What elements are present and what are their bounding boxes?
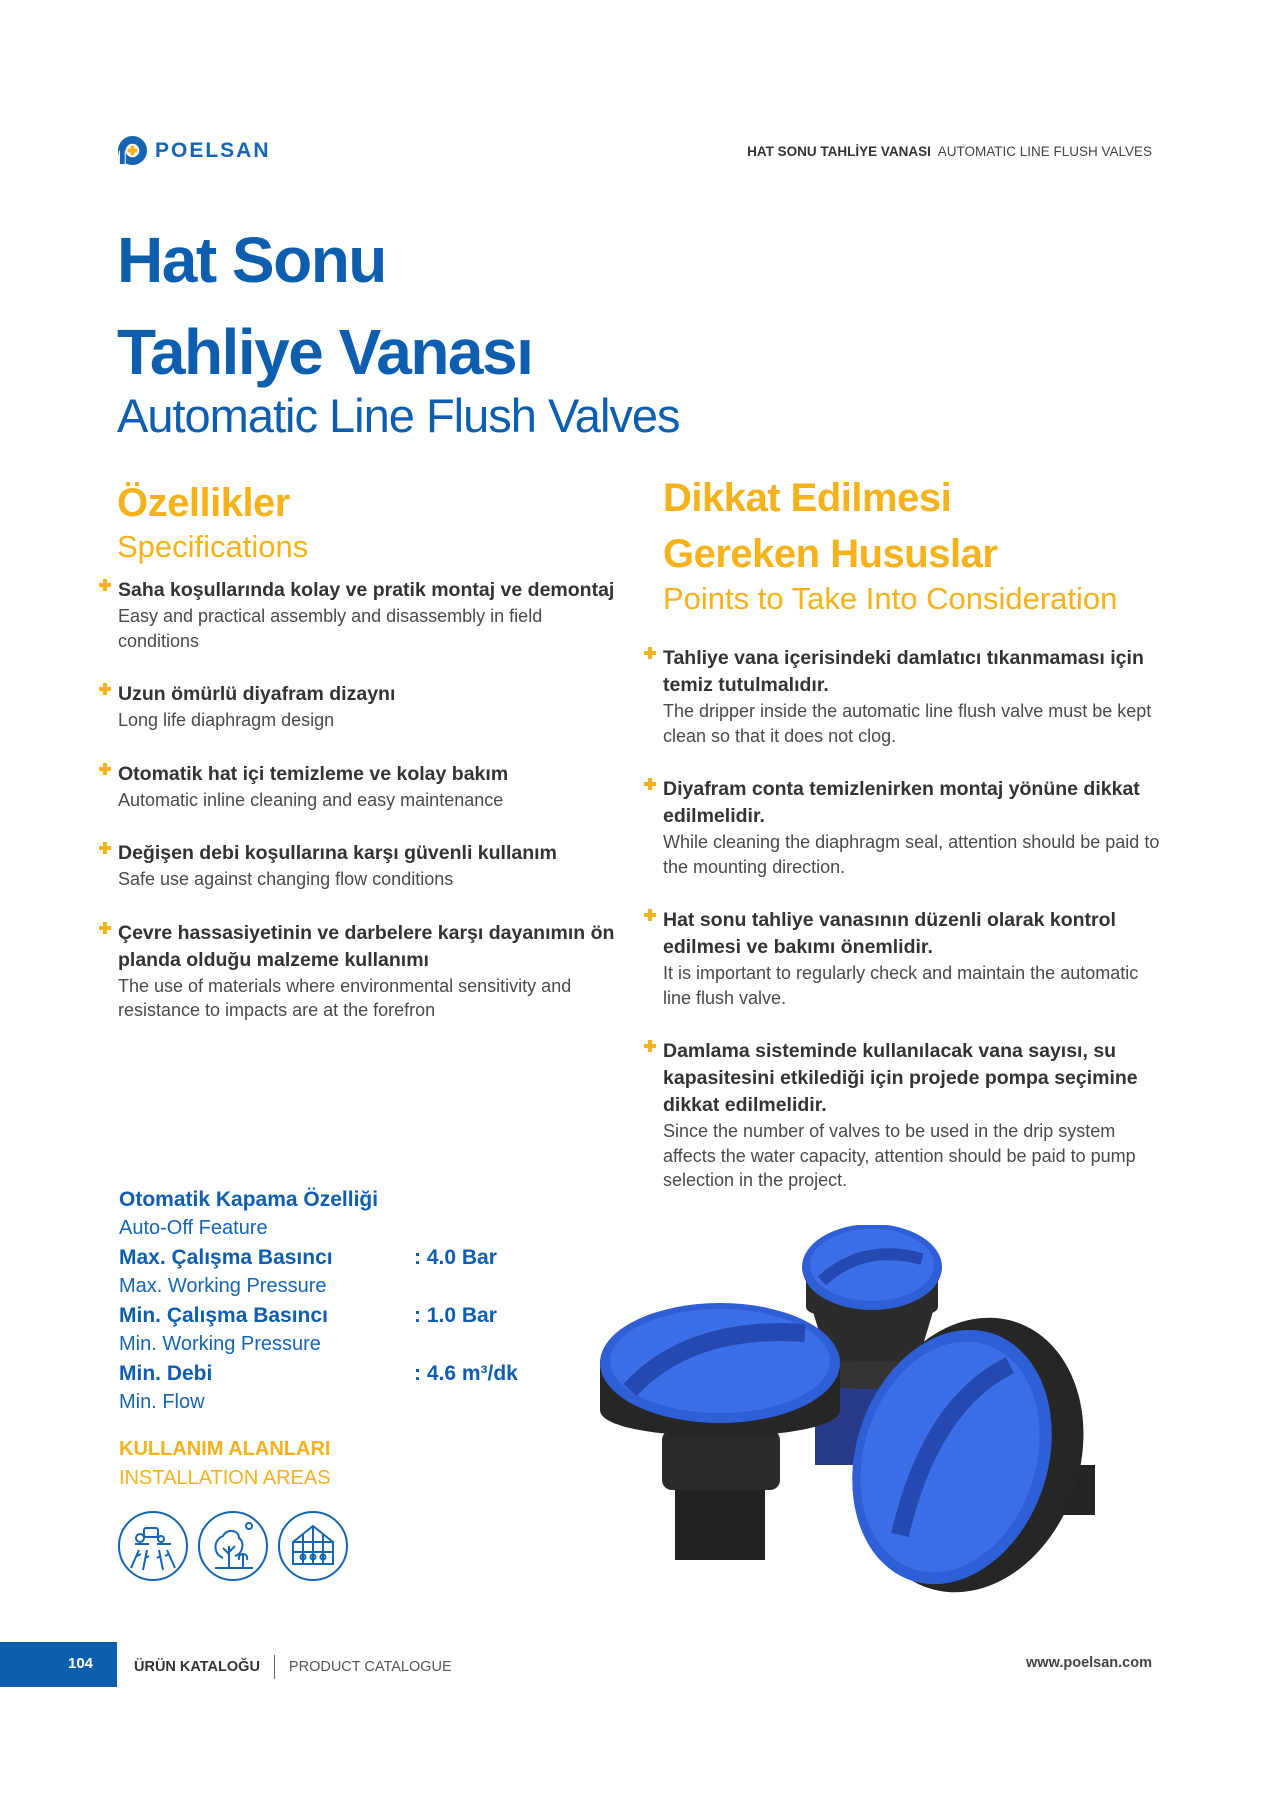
list-item — [98, 840, 618, 892]
item-en: The use of materials where environmental sensitivity and resistance to impacts are at the forefron — [118, 975, 572, 1020]
item-tr: Hat sonu tahliye vanasının düzenli olarak kontrol edilmesi ve bakımı önemlidir. — [663, 909, 1116, 958]
greenhouse-icon — [277, 1510, 349, 1582]
max-pressure-value: : 4.0 Bar — [414, 1246, 497, 1269]
running-head-en: AUTOMATIC LINE FLUSH VALVES — [937, 144, 1152, 159]
auto-off-label: Otomatik Kapama Özelliği — [119, 1188, 379, 1211]
plus-icon — [98, 762, 112, 776]
page-title-english: Automatic Line Flush Valves — [117, 389, 680, 442]
item-tr: Otomatik hat içi temizleme ve kolay bakım — [118, 762, 509, 785]
page-number: 104 — [68, 1655, 94, 1672]
plus-icon — [98, 841, 112, 855]
auto-off-label-en: Auto-Off Feature — [119, 1217, 268, 1239]
min-pressure-label-en: Min. Working Pressure — [119, 1333, 321, 1355]
item-en: While cleaning the diaphragm seal, attention should be paid to the mounting direction. — [663, 832, 1160, 877]
item-en: Safe use against changing flow conditions — [118, 869, 454, 889]
footer-website-link[interactable]: www.poelsan.com — [1026, 1655, 1152, 1671]
item-tr: Tahliye vana içerisindeki damlatıcı tıkanmaması için temiz tutulmalıdır. — [663, 647, 1144, 696]
plus-icon — [643, 777, 657, 791]
list-item — [98, 577, 618, 653]
brand-logo — [117, 135, 271, 166]
list-item — [643, 776, 1163, 879]
item-en: The dripper inside the automatic line flush valve must be kept clean so that it does not clog. — [663, 701, 1152, 746]
list-item — [643, 1038, 1163, 1193]
technical-data — [119, 1185, 518, 1417]
specs-heading-en: Specifications — [117, 529, 309, 564]
page-title-line-1: Hat Sonu — [117, 224, 386, 296]
field-irrigation-icon — [117, 1510, 189, 1582]
footer-divider — [274, 1655, 275, 1679]
item-en: Automatic inline cleaning and easy maintenance — [118, 789, 504, 810]
areas-heading-tr: KULLANIM ALANLARI — [119, 1438, 331, 1460]
plus-icon — [98, 682, 112, 696]
list-item — [643, 645, 1163, 748]
attention-list — [643, 645, 1163, 1221]
item-tr: Değişen debi koşullarına karşı güvenli kullanım — [118, 842, 557, 864]
specs-list — [98, 577, 618, 1051]
min-pressure-value: : 1.0 Bar — [414, 1304, 497, 1327]
plus-icon — [98, 921, 112, 935]
item-en: It is important to regularly check and maintain the automatic line flush valve. — [663, 963, 1139, 1008]
plus-icon — [643, 1039, 657, 1053]
list-item — [98, 920, 618, 1023]
max-pressure-label-en: Max. Working Pressure — [119, 1275, 327, 1297]
brand-name: POELSAN — [155, 138, 271, 162]
attention-heading-tr-1: Dikkat Edilmesi — [663, 476, 952, 520]
min-flow-value: : 4.6 m³/dk — [414, 1362, 518, 1385]
plus-icon — [643, 646, 657, 660]
item-tr: Uzun ömürlü diyafram dizaynı — [118, 683, 396, 705]
running-head — [747, 144, 1152, 159]
min-flow-label: Min. Debi — [119, 1362, 213, 1385]
page-number-box — [0, 1642, 117, 1687]
flush-valve-left — [600, 1303, 840, 1560]
attention-heading-tr-2: Gereken Hususlar — [663, 532, 998, 576]
item-tr: Çevre hassasiyetinin ve darbelere karşı dayanımın ön planda olduğu malzeme kullanımı — [118, 921, 615, 971]
page-title-line-2: Tahliye Vanası — [117, 316, 533, 388]
footer-catalog-en: PRODUCT CATALOGUE — [288, 1659, 452, 1675]
footer-catalog — [134, 1655, 452, 1679]
item-tr: Damlama sisteminde kullanılacak vana sayısı, su kapasitesini etkilediği için projede pompa seçimine dikkat edilmelidir. — [663, 1040, 1138, 1116]
item-en: Long life diaphragm design — [118, 710, 335, 730]
specs-heading-tr: Özellikler — [117, 481, 290, 525]
item-tr: Saha koşullarında kolay ve pratik montaj ve demontaj — [118, 579, 615, 601]
item-en: Easy and practical assembly and disassembly in field conditions — [118, 606, 543, 651]
area-icons — [117, 1510, 349, 1582]
min-flow-label-en: Min. Flow — [119, 1391, 205, 1413]
poelsan-logo-icon — [117, 135, 148, 166]
list-item — [98, 681, 618, 733]
orchard-icon — [197, 1510, 269, 1582]
areas-heading-en: INSTALLATION AREAS — [119, 1467, 331, 1489]
item-tr: Diyafram conta temizlenirken montaj yönüne dikkat edilmelidir. — [663, 778, 1140, 827]
plus-icon — [643, 908, 657, 922]
running-head-tr: HAT SONU TAHLİYE VANASI — [747, 144, 931, 159]
list-item — [98, 761, 618, 813]
plus-icon — [98, 578, 112, 592]
min-pressure-label: Min. Çalışma Basıncı — [119, 1304, 328, 1327]
attention-heading-en: Points to Take Into Consideration — [663, 581, 1118, 616]
max-pressure-label: Max. Çalışma Basıncı — [119, 1246, 333, 1269]
footer-catalog-tr: ÜRÜN KATALOĞU — [134, 1659, 260, 1675]
item-en: Since the number of valves to be used in the drip system affects the water capacity, attention should be paid to pump selection in the project. — [663, 1121, 1136, 1190]
list-item — [643, 907, 1163, 1010]
product-image — [600, 1225, 1160, 1655]
